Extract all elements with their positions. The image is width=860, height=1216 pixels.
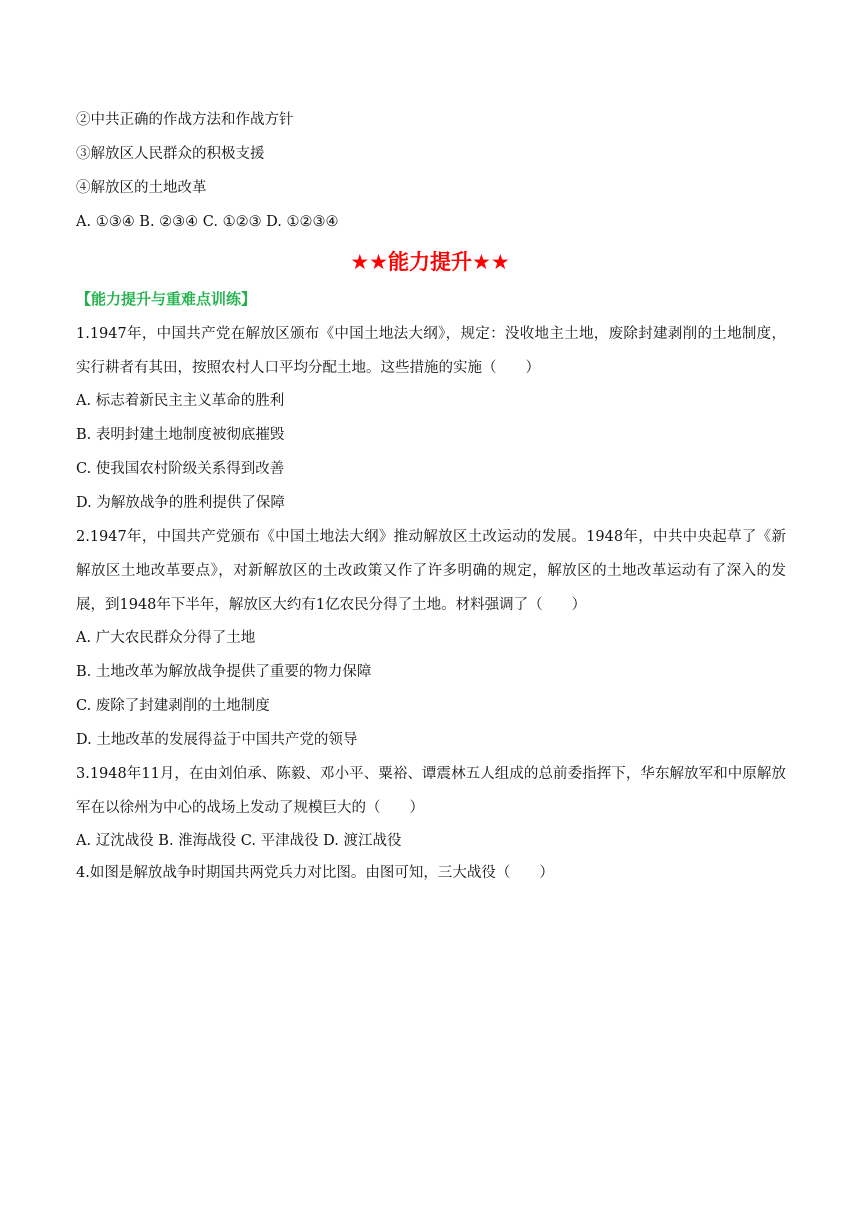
section-title: ★★能力提升★★ [350,250,510,274]
question-2-stem: 2.1947年，中国共产党颁布《中国土地法大纲》推动解放区土改运动的发展。1948年，中共中央起草了《新解放区土地改革要点》，对新解放区的土改政策又作了许多明确的规定，解放区的土地改革运动有了深入的发展，到1948年下半年，解放区大约有1亿农民分得了土地。材料强调了（ ） [76,529,786,613]
question-1-option-c: C. 使我国农村阶级关系得到改善 [76,461,285,477]
section-heading: 【能力提升与重难点训练】 [76,290,257,308]
question-1-option-a: A. 标志着新民主主义革命的胜利 [76,393,285,409]
prev-question-item-3: ③解放区人民群众的积极支援 [76,146,265,162]
prev-question-item-4: ④解放区的土地改革 [76,180,207,196]
question-2-option-a: A. 广大农民群众分得了土地 [76,630,256,646]
question-2-option-c: C. 废除了封建剥削的土地制度 [76,698,270,714]
prev-question-options: A. ①③④ B. ②③④ C. ①②③ D. ①②③④ [76,214,339,230]
question-3-stem: 3.1948年11月，在由刘伯承、陈毅、邓小平、粟裕、谭震林五人组成的总前委指挥下，华东解放军和中原解放军在以徐州为中心的战场上发动了规模巨大的（ ） [76,766,786,816]
question-1-option-b: B. 表明封建土地制度被彻底摧毁 [76,427,285,443]
question-3-options: A. 辽沈战役 B. 淮海战役 C. 平津战役 D. 渡江战役 [76,833,402,849]
question-2-option-d: D. 土地改革的发展得益于中国共产党的领导 [76,732,358,748]
prev-question-item-2: ②中共正确的作战方法和作战方针 [76,112,294,128]
question-4-stem: 4.如图是解放战争时期国共两党兵力对比图。由图可知，三大战役（ ） [76,865,554,881]
question-1-stem: 1.1947年，中国共产党在解放区颁布《中国土地法大纲》，规定：没收地主土地，废除封建剥削的土地制度，实行耕者有其田，按照农村人口平均分配土地。这些措施的实施（ ） [76,326,786,376]
question-2-option-b: B. 土地改革为解放战争提供了重要的物力保障 [76,664,372,680]
question-1-option-d: D. 为解放战争的胜利提供了保障 [76,495,285,511]
